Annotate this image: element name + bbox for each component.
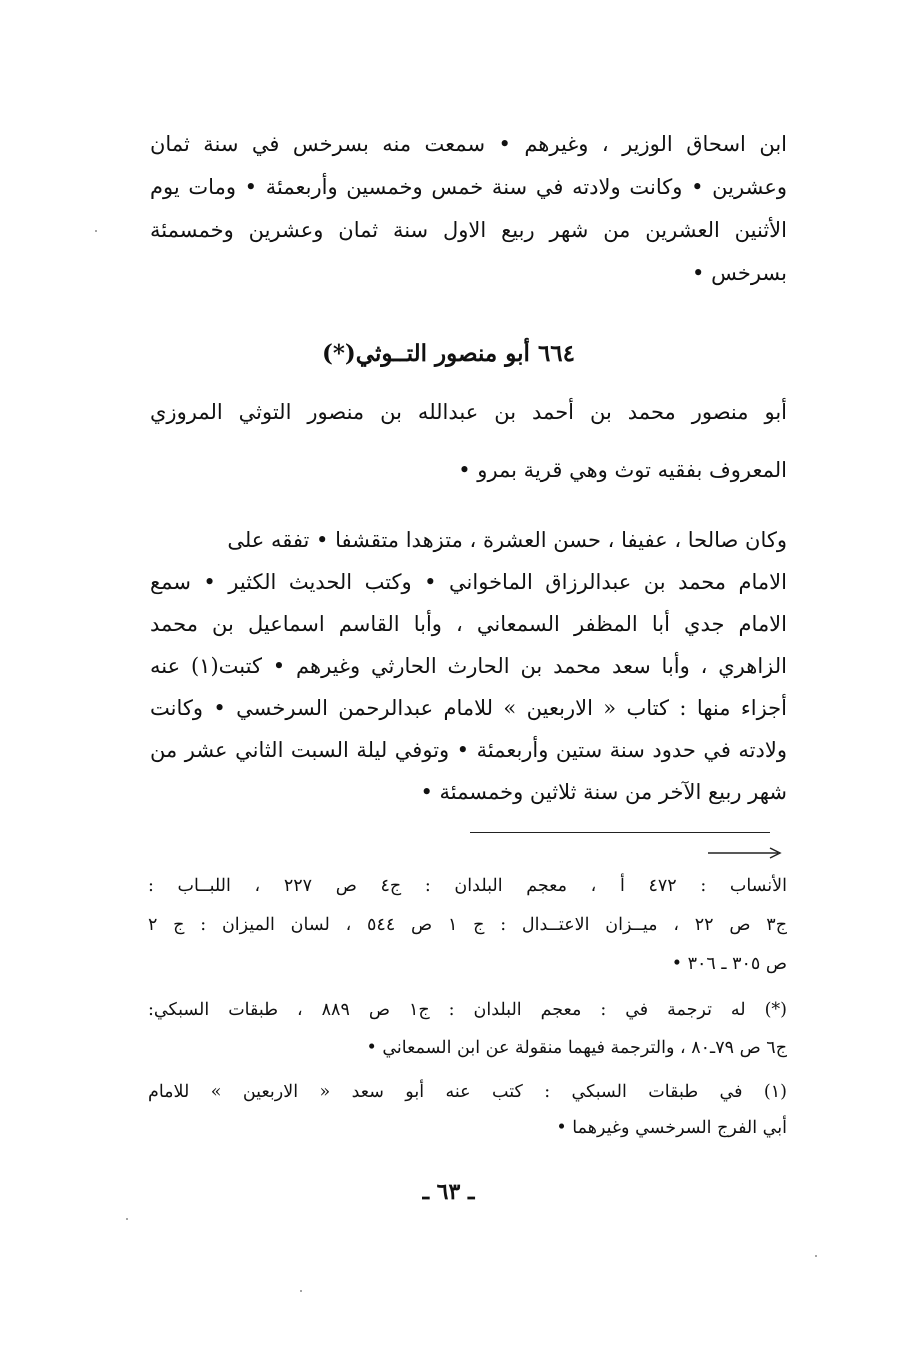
footnote-line: (١) في طبقات السبكي : كتب عنه أبو سعد « الاربعين » للامام xyxy=(148,1082,787,1102)
footnote-separator xyxy=(470,832,770,833)
page-number: ـ ٦٣ ـ xyxy=(422,1179,475,1205)
entry-heading: ٦٦٤ أبو منصور التــوثي(*) xyxy=(321,340,575,367)
text-line: المعروف بفقيه توث وهي قرية بمرو • xyxy=(458,458,787,482)
footnote-line: ص ٣٠٥ ـ ٣٠٦ • xyxy=(671,954,787,974)
text-line: ولادته في حدود سنة ستين وأربعمئة • وتوفي ليلة السبت الثاني عشر من xyxy=(150,738,787,762)
text-line: وكان صالحا ، عفيفا ، حسن العشرة ، متزهدا متقشفا • تفقه على xyxy=(227,528,787,552)
text-line: الامام جدي أبا المظفر السمعاني ، وأبا القاسم اسماعيل بن محمد xyxy=(150,612,787,636)
scan-speck xyxy=(95,230,97,232)
footnote-line: ج٦ ص ٧٩ـ٨٠ ، والترجمة فيهما منقولة عن ابن السمعاني • xyxy=(366,1038,787,1058)
text-line: بسرخس • xyxy=(692,261,787,285)
scan-speck xyxy=(815,1255,817,1257)
right-arrow-icon xyxy=(706,842,784,862)
scan-speck xyxy=(300,1290,302,1292)
text-line: شهر ربيع الآخر من سنة ثلاثين وخمسمئة • xyxy=(420,780,787,804)
text-line: وعشرين • وكانت ولادته في سنة خمس وخمسين وأربعمئة • ومات يوم xyxy=(150,175,787,199)
scan-speck xyxy=(126,1218,128,1220)
footnote-line: أبي الفرج السرخسي وغيرهما • xyxy=(556,1118,787,1138)
footnote-line: الأنساب : ٤٧٢ أ ، معجم البلدان : ج٤ ص ٢٢٧ ، اللبــاب : xyxy=(148,876,787,896)
text-line: أجزاء منها : كتاب « الاربعين » للامام عبدالرحمن السرخسي • وكانت xyxy=(150,696,787,720)
text-line: الأثنين العشرين من شهر ربيع الاول سنة ثمان وعشرين وخمسمئة xyxy=(150,218,787,242)
footnote-line: ج٣ ص ٢٢ ، ميــزان الاعتــدال : ج ١ ص ٥٤٤ ، لسان الميزان : ج ٢ xyxy=(148,915,787,935)
text-line: الزاهري ، وأبا سعد محمد بن الحارث الحارثي وغيرهم • كتبت(١) عنه xyxy=(150,654,787,678)
text-line: الامام محمد بن عبدالرزاق الماخواني • وكتب الحديث الكثير • سمع xyxy=(150,570,787,594)
text-line: أبو منصور محمد بن أحمد بن عبدالله بن منصور التوثي المروزي xyxy=(150,400,787,424)
footnote-line: (*) له ترجمة في : معجم البلدان : ج١ ص ٨٨٩ ، طبقات السبكي: xyxy=(148,1000,787,1020)
text-line: ابن اسحاق الوزير ، وغيرهم • سمعت منه بسرخس في سنة ثمان xyxy=(150,132,787,156)
